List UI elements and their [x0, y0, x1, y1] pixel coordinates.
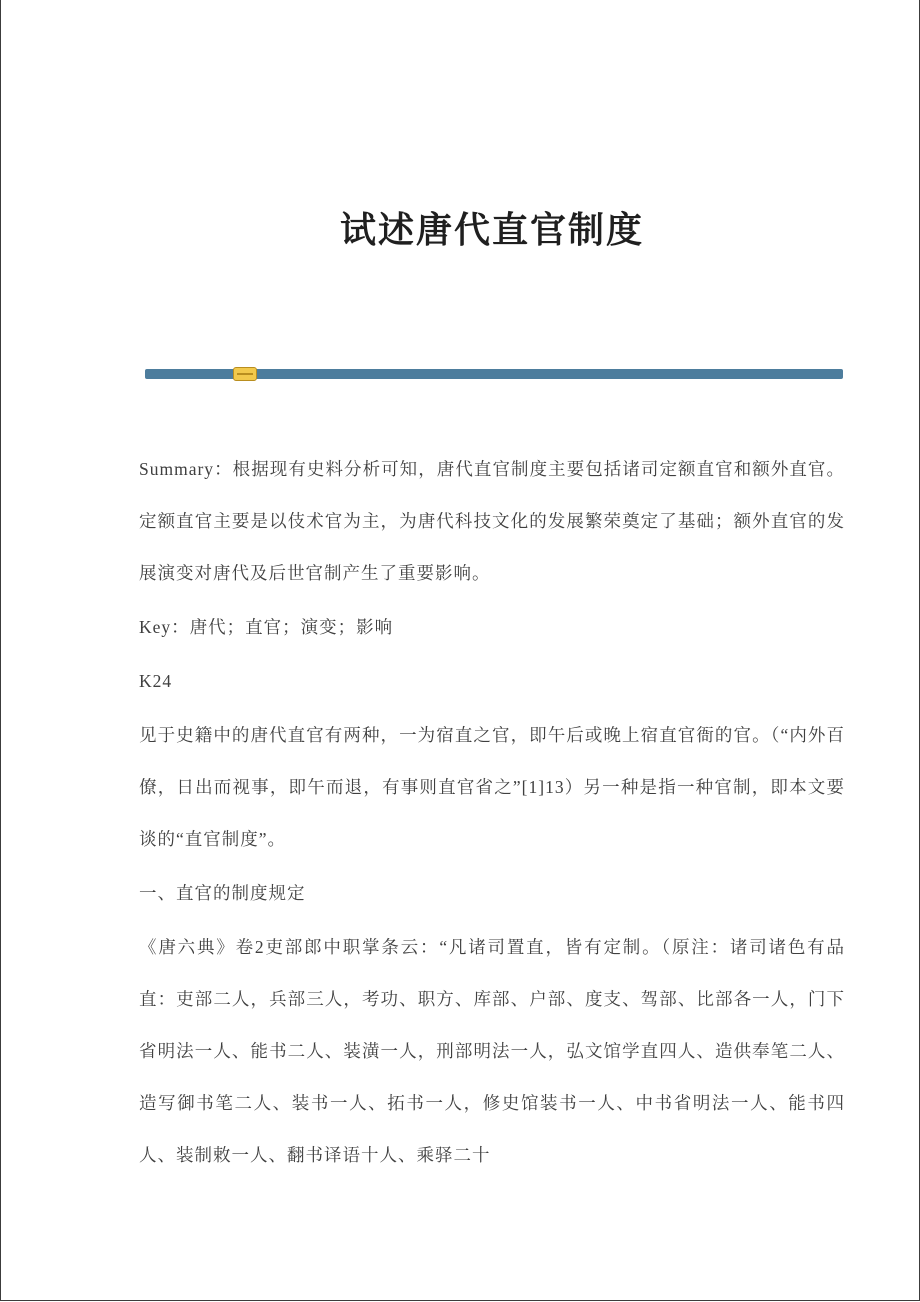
article-body — [139, 443, 845, 1181]
title-divider — [139, 367, 845, 381]
body-paragraph: 《唐六典》卷2吏部郎中职掌条云：“凡诸司置直，皆有定制。（原注：诸司诸色有品直：吏部二人，兵部三人，考功、职方、库部、户部、度支、驾部、比部各一人，门下省明法一人、能书二人、装潢一人，刑部明法一人，弘文馆学直四人、造供奉笔二人、造写御书笔二人、装书一人、拓书一人，修史馆装书一人、中书省明法一人、能书四人、装制敕一人、翻书译语十人、乘驿二十 — [139, 937, 845, 1165]
divider-badge-icon — [233, 367, 257, 381]
classification-code: K24 — [139, 671, 173, 691]
keywords-line: Key：唐代；直官；演变；影响 — [139, 617, 394, 637]
intro-paragraph: 见于史籍中的唐代直官有两种，一为宿直之官，即午后或晚上宿直官衙的官。（“内外百僚，日出而视事，即午而退，有事则直官省之”[1]13）另一种是指一种官制，即本文要谈的“直官制度”。 — [139, 725, 845, 849]
summary-paragraph: Summary：根据现有史料分析可知，唐代直官制度主要包括诸司定额直官和额外直官。定额直官主要是以伎术官为主，为唐代科技文化的发展繁荣奠定了基础；额外直官的发展演变对唐代及后世官制产生了重要影响。 — [139, 459, 845, 583]
document-page — [1, 0, 919, 1300]
page-title: 试述唐代直官制度 — [339, 210, 644, 250]
section-heading: 一、直官的制度规定 — [139, 883, 306, 903]
